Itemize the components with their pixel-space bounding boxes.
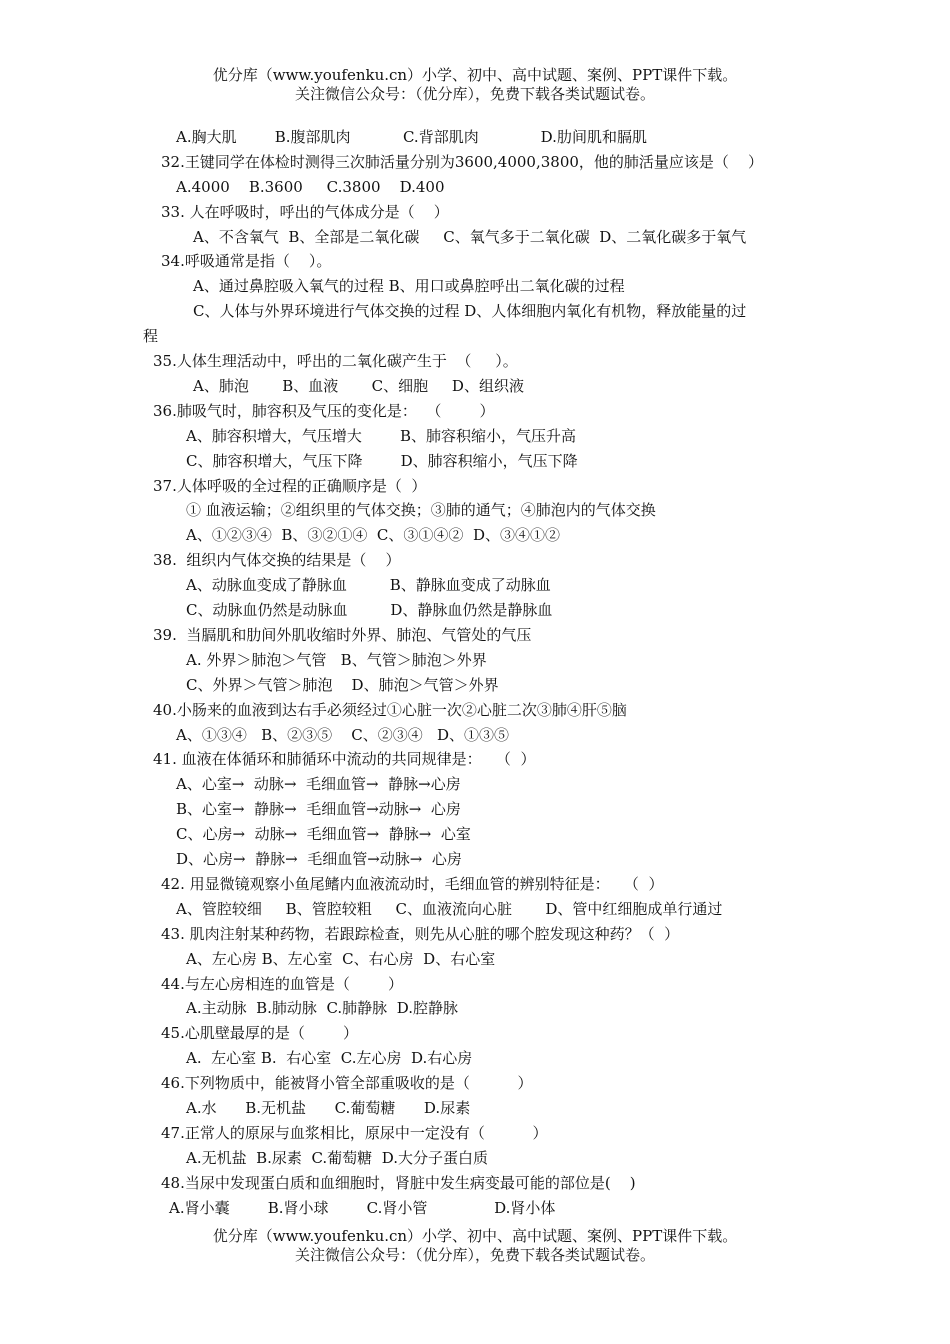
q38-options-1: A、动脉血变成了静脉血 B、静脉血变成了动脉血 xyxy=(186,576,551,594)
q48-options: A.肾小囊 B.肾小球 C.肾小管 D.肾小体 xyxy=(169,1199,556,1217)
q46-options: A.水 B.无机盐 C.葡萄糖 D.尿素 xyxy=(186,1099,471,1117)
header-line-1: 优分库（www.youfenku.cn）小学、初中、高中试题、案例、PPT课件下载。 xyxy=(212,66,738,84)
q33-stem: 33. 人在呼吸时，呼出的气体成分是（ ） xyxy=(161,203,449,221)
q36-options-1: A、肺容积增大，气压增大 B、肺容积缩小，气压升高 xyxy=(186,427,577,445)
q41-stem: 41. 血液在体循环和肺循环中流动的共同规律是： （ ） xyxy=(153,750,536,768)
q37-stem: 37.人体呼吸的全过程的正确顺序是（ ） xyxy=(153,477,427,495)
q45-options: A. 左心室 B. 右心室 C.左心房 D.右心房 xyxy=(186,1049,473,1067)
q38-stem: 38. 组织内气体交换的结果是（ ） xyxy=(153,551,401,569)
q35-stem: 35.人体生理活动中，呼出的二氧化碳产生于 （ ）。 xyxy=(153,352,518,370)
q34-options-1: A、通过鼻腔吸入氧气的过程 B、用口或鼻腔呼出二氧化碳的过程 xyxy=(193,277,625,295)
page-footer xyxy=(0,1227,950,1265)
q43-stem: 43. 肌肉注射某种药物，若跟踪检查，则先从心脏的哪个腔发现这种药？（ ） xyxy=(161,925,680,943)
page-header xyxy=(0,66,950,104)
q34-stem: 34.呼吸通常是指（ ）。 xyxy=(161,252,332,270)
q34-options-2: C、人体与外界环境进行气体交换的过程 D、人体细胞内氧化有机物，释放能量的过 xyxy=(193,302,747,320)
q39-stem: 39. 当膈肌和肋间外肌收缩时外界、肺泡、气管处的气压 xyxy=(153,626,532,644)
q37-options: A、①②③④ B、③②①④ C、③①④② D、③④①② xyxy=(186,526,560,544)
q41-option-a: A、心室→ 动脉→ 毛细血管→ 静脉→心房 xyxy=(176,775,461,793)
q36-options-2: C、肺容积增大，气压下降 D、肺容积缩小，气压下降 xyxy=(186,452,578,470)
header-line-2: 关注微信公众号：（优分库），免费下载各类试题试卷。 xyxy=(294,85,655,103)
q33-options: A、不含氧气 B、全部是二氧化碳 C、氧气多于二氧化碳 D、二氧化碳多于氧气 xyxy=(193,228,747,246)
q42-options: A、管腔较细 B、管腔较粗 C、血液流向心脏 D、管中红细胞成单行通过 xyxy=(176,900,723,918)
q41-option-c: C、心房→ 动脉→ 毛细血管→ 静脉→ 心室 xyxy=(176,825,471,843)
q31-options: A.胸大肌 B.腹部肌肉 C.背部肌肉 D.肋间肌和膈肌 xyxy=(176,128,647,146)
q47-options: A.无机盐 B.尿素 C.葡萄糖 D.大分子蛋白质 xyxy=(186,1149,488,1167)
q47-stem: 47.正常人的原尿与血浆相比，原尿中一定没有（ ） xyxy=(161,1124,548,1142)
q44-options: A.主动脉 B.肺动脉 C.肺静脉 D.腔静脉 xyxy=(186,999,458,1017)
q48-stem: 48.当尿中发现蛋白质和血细胞时，肾脏中发生病变最可能的部位是( ) xyxy=(161,1174,636,1192)
q41-option-b: B、心室→ 静脉→ 毛细血管→动脉→ 心房 xyxy=(176,800,461,818)
q41-option-d: D、心房→ 静脉→ 毛细血管→动脉→ 心房 xyxy=(176,850,462,868)
q44-stem: 44.与左心房相连的血管是（ ） xyxy=(161,975,404,993)
q34-options-3: 程 xyxy=(143,327,159,345)
q37-statements: ① 血液运输；②组织里的气体交换；③肺的通气；④肺泡内的气体交换 xyxy=(186,501,656,519)
footer-line-2: 关注微信公众号：（优分库），免费下载各类试题试卷。 xyxy=(294,1246,655,1264)
q40-options: A、①③④ B、②③⑤ C、②③④ D、①③⑤ xyxy=(176,726,510,744)
footer-line-1: 优分库（www.youfenku.cn）小学、初中、高中试题、案例、PPT课件下载。 xyxy=(212,1227,738,1245)
q39-options-1: A. 外界＞肺泡＞气管 B、气管＞肺泡＞外界 xyxy=(186,651,487,669)
q42-stem: 42. 用显微镜观察小鱼尾鳍内血液流动时，毛细血管的辨别特征是： （ ） xyxy=(161,875,664,893)
q35-options: A、肺泡 B、血液 C、细胞 D、组织液 xyxy=(193,377,524,395)
q46-stem: 46.下列物质中，能被肾小管全部重吸收的是（ ） xyxy=(161,1074,533,1092)
q39-options-2: C、外界＞气管＞肺泡 D、肺泡＞气管＞外界 xyxy=(186,676,499,694)
q36-stem: 36.肺吸气时，肺容积及气压的变化是： （ ） xyxy=(153,402,495,420)
q32-stem: 32.王键同学在体检时测得三次肺活量分别为3600,4000,3800，他的肺活量应该是（ ） xyxy=(161,153,763,171)
q40-stem: 40.小肠来的血液到达右手必须经过①心脏一次②心脏二次③肺④肝⑤脑 xyxy=(153,701,627,719)
q32-options: A.4000 B.3600 C.3800 D.400 xyxy=(176,178,445,196)
q38-options-2: C、动脉血仍然是动脉血 D、静脉血仍然是静脉血 xyxy=(186,601,553,619)
q45-stem: 45.心肌壁最厚的是（ ） xyxy=(161,1024,359,1042)
q43-options: A、左心房 B、左心室 C、右心房 D、右心室 xyxy=(186,950,496,968)
